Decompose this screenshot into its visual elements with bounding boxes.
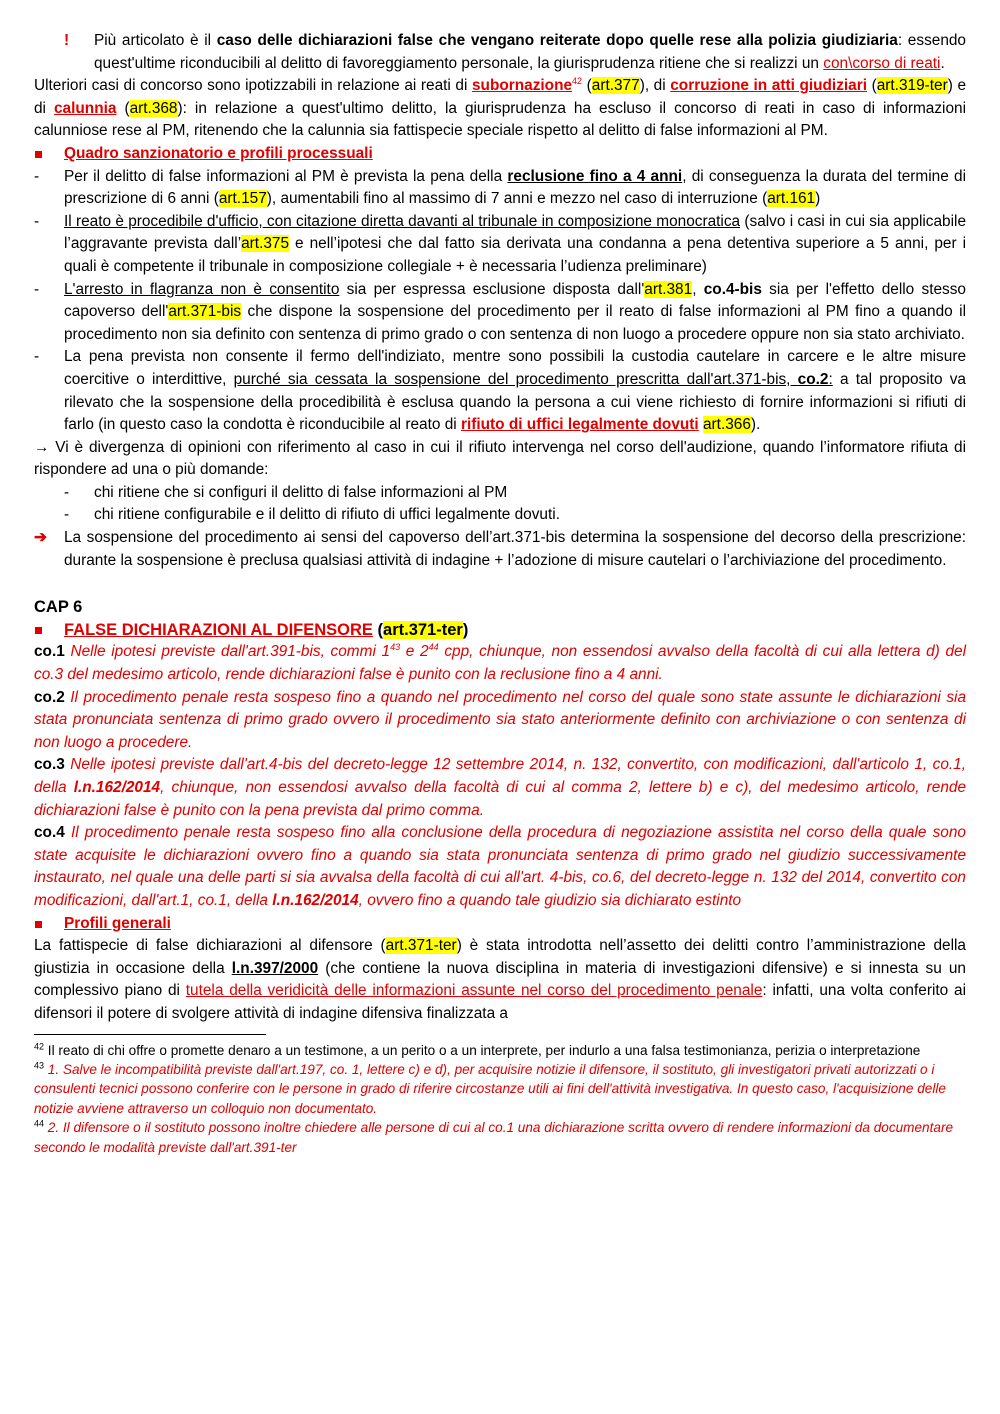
- paragraph-sospensione: ➔ La sospensione del procedimento ai sensi del capoverso dell’art.371-bis determina la sospensione del decorso della prescrizione: durante la sospensione è preclusa qualsiasi attività di indagine + l’adozione di misure cautelari o l’archiviazione del procedimento.: [34, 529, 966, 569]
- highlight-art319: art.319-ter: [876, 77, 948, 95]
- list-item-fermo: - La pena prevista non consente il fermo dell'indiziato, mentre sono possibili la custodia cautelare in carcere e le altre misure coercitive o interdittive, purché sia cessata la sospensione del procedimento prescritta dall'art.371-bis, co.2: a tal proposito va rilevato che la sospensione della procedibilità è esclusa quando la persona a cui viene richiesto di fornire informazioni si rifiuti di farlo (in questo caso la condotta è riconducibile al reato di rifiuto di uffici legalmente dovuti art.366).: [34, 348, 966, 434]
- heading-profili-generali: Profili generali: [34, 913, 966, 936]
- link-rifiuto-uffici[interactable]: rifiuto di uffici legalmente dovuti: [460, 416, 699, 434]
- highlight-art377: art.377: [591, 77, 640, 95]
- link-corruzione[interactable]: corruzione in atti giudiziari: [670, 77, 867, 95]
- dash-bullet: -: [64, 483, 70, 501]
- highlight-art157: art.157: [218, 190, 267, 208]
- heading-quadro-sanzionatorio: Quadro sanzionatorio e profili processuali: [34, 143, 966, 166]
- dash-bullet: -: [34, 280, 40, 298]
- highlight-art371ter: art.371-ter: [383, 620, 463, 639]
- comma-1: co.1 Nelle ipotesi previste dall'art.391-bis, commi $1^{43}$ e $2^{44}$ cpp, chiunque, non essendosi avvalso della facoltà di cui alla lettera d) del co.3 del medesimo articolo, rende dichiarazioni false è punito con la reclusione fino a 4 anni.: [34, 642, 966, 684]
- square-bullet-icon: [35, 921, 42, 928]
- footnote-44: $^{44}$ 2. Il difensore o il sostituto possono inoltre chiedere alle persone di cui al co.1 una dichiarazione scritta ovvero di rendere informazioni da documentare secondo le modalità previste dall'art.391-ter: [34, 1118, 954, 1155]
- document-page: [34, 30, 966, 1157]
- sub-list-item-2: - chi ritiene configurabile e il delitto di rifiuto di uffici legalmente dovuti.: [34, 504, 966, 527]
- footnote-ref-42[interactable]: 42: [572, 76, 583, 87]
- dash-bullet: -: [64, 506, 70, 524]
- highlight-art375: art.375: [241, 235, 290, 253]
- comma-2: co.2 Il procedimento penale resta sospeso fino a quando nel procedimento nel corso del quale sono state assunte le dichiarazioni sia stata pronunciata sentenza di primo grado ovvero il procedimento sia stato anteriormente definito con archiviazione o con sentenza di non luogo a procedere.: [34, 688, 966, 751]
- footnote-ref-44[interactable]: 44: [428, 642, 439, 653]
- square-bullet-icon: [35, 627, 42, 634]
- link-tutela-veridicita[interactable]: tutela della veridicità delle informazioni assunte nel corso del procedimento penale: [185, 982, 763, 1000]
- footnote-ref-43[interactable]: 43: [390, 642, 401, 653]
- highlight-art366: art.366: [702, 416, 751, 434]
- paragraph-divergenza: → Vi è divergenza di opinioni con riferimento al caso in cui il rifiuto intervenga nel corso dell'audizione, quando l’informatore rifiuta di rispondere ad una o più domande:: [34, 438, 966, 479]
- highlight-art371bis: art.371-bis: [168, 303, 242, 321]
- link-subornazione[interactable]: subornazione: [471, 77, 573, 95]
- comma-4: co.4 Il procedimento penale resta sospeso fino alla conclusione della procedura di negoziazione assistita nel corso della quale sono state acquisite le dichiarazioni ovvero fino a quando sia stata pronunciata sentenza di primo grado nel giudizio successivamente instaurato, nel quale una delle parti si sia avvalsa della facoltà di cui all'art. 4-bis, co.6, del decreto-legge n. 132 del 2014, convertito con modificazioni, dall'art.1, co.1, della l.n.162/2014, ovvero fino a quando tale giudizio sia dichiarato estinto: [34, 824, 966, 909]
- square-bullet-icon: [35, 151, 42, 158]
- list-item-procedibilita: - Il reato è procedibile d'ufficio, con citazione diretta davanti al tribunale in composizione monocratica (salvo i casi in cui sia applicabile l’aggravante prevista dall’art.375 e nell’ipotesi che dal fatto sia derivata una condanna a pena detentiva superiore a 5 anni, per i quali è competente il tribunale in composizione collegiale + è necessaria l’udienza preliminare): [34, 212, 967, 275]
- section-heading-false-dichiarazioni: FALSE DICHIARAZIONI AL DIFENSORE (art.371-ter): [34, 619, 966, 642]
- chapter-title: CAP 6: [34, 598, 83, 617]
- link-concorso-reati[interactable]: con\corso di reati: [823, 54, 941, 72]
- highlight-art161: art.161: [767, 190, 816, 208]
- arrow-right-bold-icon: ➔: [34, 529, 47, 547]
- paragraph-fattispecie: La fattispecie di false dichiarazioni al difensore (art.371-ter) è stata introdotta nell’assetto dei delitti contro l’amministrazione della giustizia in occasione della l.n.397/2000 (che contiene la nuova disciplina in materia di investigazioni difensive) e si innesta su un complessivo piano di tutela della veridicità delle informazioni assunte nel corso del procedimento penale: infatti, una volta conferito ai difensori il potere di svolgere attività di indagine difensiva finalizzata a: [34, 937, 966, 1022]
- highlight-art371ter: art.371-ter: [385, 937, 457, 955]
- list-item-arresto: - L'arresto in flagranza non è consentito sia per espressa esclusione disposta dall'art.381, co.4-bis sia per l'effetto dello stesso capoverso dell'art.371-bis che dispone la sospensione del procedimento per il reato di false informazioni al PM fino a quando il procedimento non sia definito con sentenza di primo grado o con sentenza di non luogo a procedere oppure non sia stato archiviato.: [34, 280, 966, 343]
- footnote-separator: [34, 1034, 266, 1035]
- dash-bullet: -: [34, 167, 40, 185]
- exclamation-icon: !: [64, 32, 70, 49]
- link-calunnia[interactable]: calunnia: [54, 99, 117, 117]
- paragraph-concorso: Ulteriori casi di concorso sono ipotizzabili in relazione ai reati di subornazione$^{42}$ (art.377), di corruzione in atti giudiziari (art.319-ter) e di calunnia (art.368): in relazione a quest'ultimo delitto, la giurisprudenza ha escluso il concorso di reati in caso di informazioni calunniose rese al PM, ritenendo che la calunnia sia fattispecie speciale rispetto al delitto di false informazioni al PM.: [34, 76, 967, 140]
- footnote-42: $^{42}$ Il reato di chi offre o promette denaro a un testimone, a un perito o a un interprete, per indurlo a una falsa testimonianza, perizia o interpretazione: [34, 1041, 921, 1058]
- paragraph-reiterated-declarations: ! Più articolato è il caso delle dichiarazioni false che vengano reiterate dopo quelle rese alla polizia giudiziaria: essendo quest'ultime riconducibili al delitto di favoreggiamento personale, la giurisprudenza ritiene che si realizzi un con\corso di reati.: [64, 32, 966, 72]
- dash-bullet: -: [34, 348, 40, 366]
- footnote-43: $^{43}$ 1. Salve le incompatibilità previste dall'art.197, co. 1, lettere c) e d), per acquisire notizie il difensore, il sostituto, gli investigatori privati autorizzati o i consulenti tecnici possono conferire con le persone in grado di riferire circostanze utili ai fini dell'attività investigativa. In questo caso, l'acquisizione delle notizie avviene attraverso un colloquio non documentato.: [34, 1060, 946, 1116]
- list-item-pena: - Per il delitto di false informazioni al PM è prevista la pena della reclusione fino a 4 anni, di conseguenza la durata del termine di prescrizione di 6 anni (art.157), aumentabili fino al massimo di 7 anni e mezzo nel caso di interruzione (art.161): [34, 167, 966, 208]
- highlight-art381: art.381: [644, 280, 693, 298]
- sub-list-item-1: - chi ritiene che si configuri il delitto di false informazioni al PM: [34, 482, 966, 505]
- arrow-right-icon: →: [34, 438, 50, 456]
- highlight-art368: art.368: [129, 99, 178, 117]
- dash-bullet: -: [34, 212, 40, 230]
- comma-3: co.3 Nelle ipotesi previste dall'art.4-bis del decreto-legge 12 settembre 2014, n. 132, convertito, con modificazioni, dall'articolo 1, co.1, della l.n.162/2014, chiunque, non essendosi avvalso della facoltà di cui al comma 2, lettere b) e c), del medesimo articolo, rende dichiarazioni false è punito con la pena prevista dal primo comma.: [34, 756, 967, 819]
